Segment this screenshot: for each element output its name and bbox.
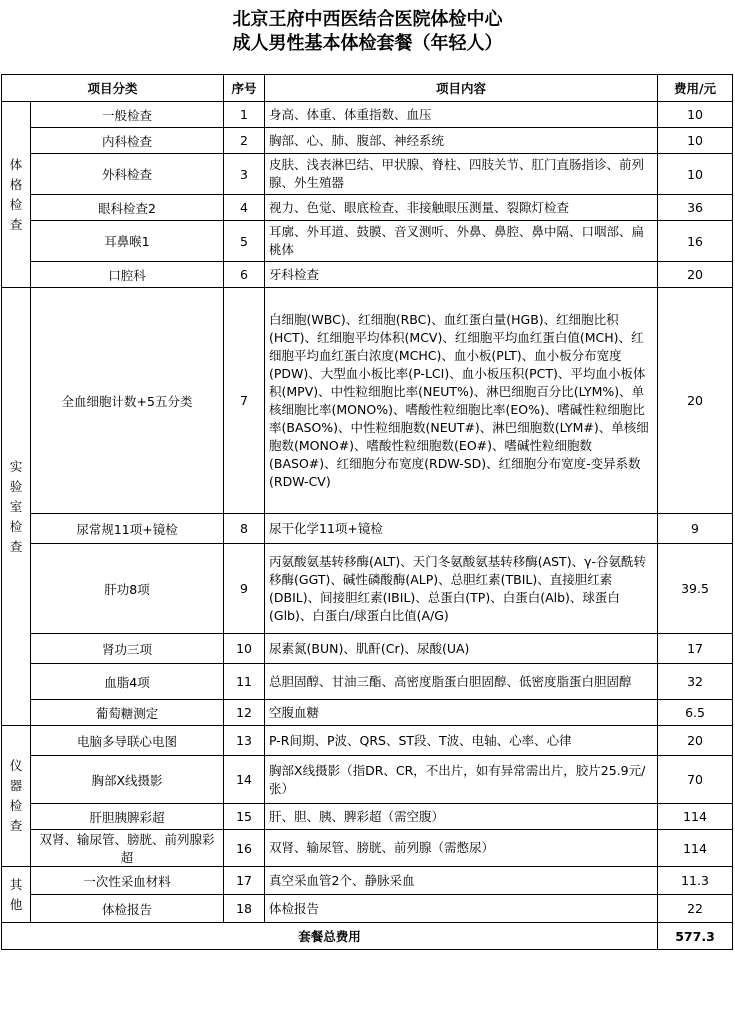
item-name-cell: 体检报告 xyxy=(31,895,224,923)
total-row xyxy=(2,923,733,950)
table-row xyxy=(2,288,733,514)
table-header-row xyxy=(2,75,733,102)
header-fee: 费用/元 xyxy=(658,75,733,102)
item-name-cell: 肾功三项 xyxy=(31,634,224,664)
seq-cell: 9 xyxy=(224,544,265,634)
table-body xyxy=(2,102,733,923)
content-cell: 牙科检查 xyxy=(265,262,658,288)
fee-cell: 11.3 xyxy=(658,867,733,895)
header-content: 项目内容 xyxy=(265,75,658,102)
seq-cell: 10 xyxy=(224,634,265,664)
table-row xyxy=(2,102,733,128)
content-cell: 视力、色觉、眼底检查、非接触眼压测量、裂隙灯检查 xyxy=(265,195,658,221)
item-name-cell: 肝功8项 xyxy=(31,544,224,634)
content-cell: 肝、胆、胰、脾彩超（需空腹） xyxy=(265,804,658,830)
table-row xyxy=(2,221,733,262)
fee-cell: 20 xyxy=(658,288,733,514)
seq-cell: 1 xyxy=(224,102,265,128)
category-cell xyxy=(2,726,31,867)
fee-cell: 10 xyxy=(658,128,733,154)
item-name-cell: 尿常规11项+镜检 xyxy=(31,514,224,544)
category-cell xyxy=(2,102,31,288)
fee-cell: 36 xyxy=(658,195,733,221)
content-cell: 丙氨酸氨基转移酶(ALT)、天门冬氨酸氨基转移酶(AST)、γ-谷氨酰转移酶(GGT)、碱性磷酸酶(ALP)、总胆红素(TBIL)、直接胆红素(DBIL)、间接胆红素(IBIL)、总蛋白(TP)、白蛋白(Alb)、球蛋白(Glb)、白蛋白/球蛋白比值(A/G) xyxy=(265,544,658,634)
seq-cell: 17 xyxy=(224,867,265,895)
category-cell xyxy=(2,867,31,923)
table-row xyxy=(2,895,733,923)
fee-cell: 22 xyxy=(658,895,733,923)
table-row xyxy=(2,664,733,700)
seq-cell: 8 xyxy=(224,514,265,544)
content-cell: 胸部X线摄影（指DR、CR，不出片，如有异常需出片，胶片25.9元/张） xyxy=(265,756,658,804)
item-name-cell: 一次性采血材料 xyxy=(31,867,224,895)
content-cell: P-R间期、P波、QRS、ST段、T波、电轴、心率、心律 xyxy=(265,726,658,756)
category-label: 仪器检查 xyxy=(9,758,23,833)
seq-cell: 14 xyxy=(224,756,265,804)
item-name-cell: 双肾、输尿管、膀胱、前列腺彩超 xyxy=(31,830,224,867)
total-label: 套餐总费用 xyxy=(2,923,658,950)
checkup-table xyxy=(1,74,733,950)
seq-cell: 13 xyxy=(224,726,265,756)
fee-cell: 20 xyxy=(658,262,733,288)
item-name-cell: 肝胆胰脾彩超 xyxy=(31,804,224,830)
content-cell: 尿干化学11项+镜检 xyxy=(265,514,658,544)
table-row xyxy=(2,514,733,544)
seq-cell: 16 xyxy=(224,830,265,867)
table-row xyxy=(2,262,733,288)
header-seq: 序号 xyxy=(224,75,265,102)
fee-cell: 114 xyxy=(658,830,733,867)
content-cell: 体检报告 xyxy=(265,895,658,923)
content-cell: 胸部、心、肺、腹部、神经系统 xyxy=(265,128,658,154)
content-cell: 耳廓、外耳道、鼓膜、音叉测听、外鼻、鼻腔、鼻中隔、口咽部、扁桃体 xyxy=(265,221,658,262)
category-label: 实验室检查 xyxy=(9,458,23,554)
table-row xyxy=(2,830,733,867)
seq-cell: 12 xyxy=(224,700,265,726)
table-row xyxy=(2,867,733,895)
item-name-cell: 葡萄糖测定 xyxy=(31,700,224,726)
fee-cell: 9 xyxy=(658,514,733,544)
content-cell: 身高、体重、体重指数、血压 xyxy=(265,102,658,128)
fee-cell: 39.5 xyxy=(658,544,733,634)
content-cell: 白细胞(WBC)、红细胞(RBC)、血红蛋白量(HGB)、红细胞比积(HCT)、红细胞平均体积(MCV)、红细胞平均血红蛋白值(MCH)、红细胞平均血红蛋白浓度(MCHC)、血小板(PLT)、血小板分布宽度(PDW)、大型血小板比率(P-LCI)、血小板压积(PCT)、平均血小板体积(MPV)、中性粒细胞比率(NEUT%)、淋巴细胞百分比(LYM%)、单核细胞比率(MONO%)、嗜酸性粒细胞比率(EO%)、嗜碱性粒细胞比率(BASO%)、中性粒细胞数(NEUT#)、淋巴细胞数(LYM#)、单核细胞数(MONO#)、嗜酸性粒细胞数(EO#)、嗜碱性粒细胞数(BASO#)、红细胞分布宽度(RDW-SD)、红细胞分布宽度-变异系数(RDW-CV) xyxy=(265,288,658,514)
item-name-cell: 胸部X线摄影 xyxy=(31,756,224,804)
category-cell xyxy=(2,288,31,726)
table-row xyxy=(2,128,733,154)
seq-cell: 7 xyxy=(224,288,265,514)
fee-cell: 17 xyxy=(658,634,733,664)
total-value: 577.3 xyxy=(658,923,733,950)
table-row xyxy=(2,726,733,756)
content-cell: 尿素氮(BUN)、肌酐(Cr)、尿酸(UA) xyxy=(265,634,658,664)
category-label: 体格检查 xyxy=(9,156,23,232)
seq-cell: 2 xyxy=(224,128,265,154)
seq-cell: 11 xyxy=(224,664,265,700)
seq-cell: 15 xyxy=(224,804,265,830)
item-name-cell: 耳鼻喉1 xyxy=(31,221,224,262)
item-name-cell: 口腔科 xyxy=(31,262,224,288)
table-row xyxy=(2,154,733,195)
fee-cell: 32 xyxy=(658,664,733,700)
header-category: 项目分类 xyxy=(2,75,224,102)
seq-cell: 6 xyxy=(224,262,265,288)
item-name-cell: 血脂4项 xyxy=(31,664,224,700)
title-line2: 成人男性基本体检套餐（年轻人） xyxy=(232,33,503,54)
seq-cell: 5 xyxy=(224,221,265,262)
table-row xyxy=(2,700,733,726)
item-name-cell: 一般检查 xyxy=(31,102,224,128)
fee-cell: 114 xyxy=(658,804,733,830)
title-line1: 北京王府中西医结合医院体检中心 xyxy=(232,9,503,30)
table-row xyxy=(2,634,733,664)
fee-cell: 10 xyxy=(658,154,733,195)
content-cell: 真空采血管2个、静脉采血 xyxy=(265,867,658,895)
fee-cell: 16 xyxy=(658,221,733,262)
fee-cell: 70 xyxy=(658,756,733,804)
content-cell: 总胆固醇、甘油三酯、高密度脂蛋白胆固醇、低密度脂蛋白胆固醇 xyxy=(265,664,658,700)
content-cell: 双肾、输尿管、膀胱、前列腺（需憋尿） xyxy=(265,830,658,867)
seq-cell: 3 xyxy=(224,154,265,195)
fee-cell: 20 xyxy=(658,726,733,756)
table-row xyxy=(2,195,733,221)
table-row xyxy=(2,756,733,804)
fee-cell: 10 xyxy=(658,102,733,128)
seq-cell: 18 xyxy=(224,895,265,923)
item-name-cell: 全血细胞计数+5五分类 xyxy=(31,288,224,514)
content-cell: 空腹血糖 xyxy=(265,700,658,726)
item-name-cell: 外科检查 xyxy=(31,154,224,195)
table-row xyxy=(2,804,733,830)
item-name-cell: 电脑多导联心电图 xyxy=(31,726,224,756)
category-label: 其他 xyxy=(9,876,23,912)
item-name-cell: 眼科检查2 xyxy=(31,195,224,221)
table-row xyxy=(2,544,733,634)
item-name-cell: 内科检查 xyxy=(31,128,224,154)
fee-cell: 6.5 xyxy=(658,700,733,726)
seq-cell: 4 xyxy=(224,195,265,221)
content-cell: 皮肤、浅表淋巴结、甲状腺、脊柱、四肢关节、肛门直肠指诊、前列腺、外生殖器 xyxy=(265,154,658,195)
